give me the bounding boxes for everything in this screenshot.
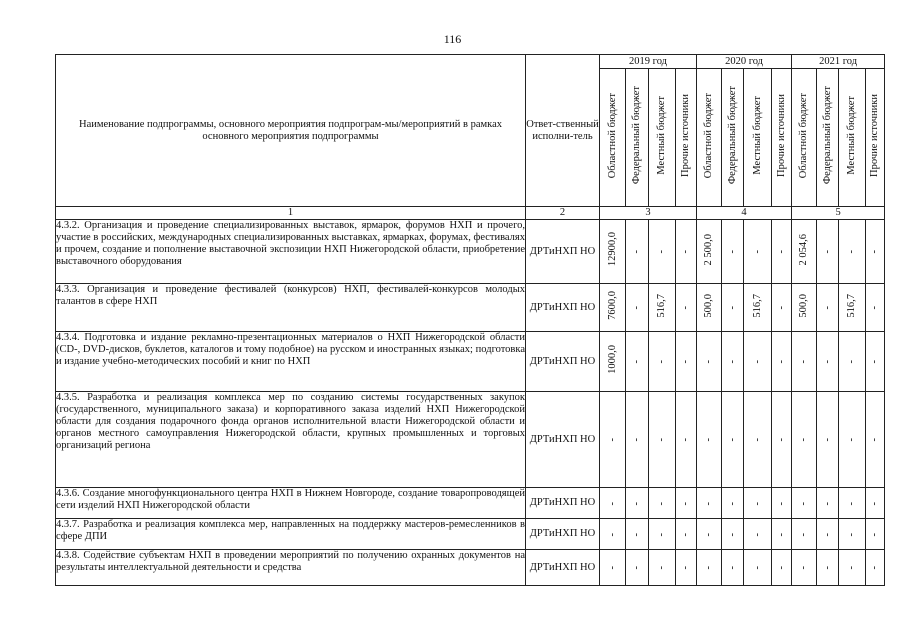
budget-value: 2 054,6: [792, 220, 817, 284]
table-row: [56, 488, 885, 519]
activity-name: 4.3.3. Организация и проведение фестивалей (конкурсов) НХП, фестивалей-конкурсов молодых талантов в сфере НХП: [56, 284, 526, 332]
budget-value: 500,0: [697, 284, 722, 332]
budget-value: -: [792, 392, 817, 488]
budget-value: -: [772, 284, 792, 332]
budget-value: -: [676, 220, 697, 284]
table-row: [56, 220, 885, 284]
budget-value: -: [772, 519, 792, 550]
budget-value: -: [649, 220, 676, 284]
header-federal-budget: Федеральный бюджет: [817, 69, 839, 207]
budget-value: -: [697, 332, 722, 392]
activity-name: 4.3.2. Организация и проведение специализированных выставок, ярмарок, форумов НХП и прочего, участие в российских, международных специализированных выставках, ярмарках, форумах, фестивалях и прочем, создание и пополнение выставочной экспозиции НХП Нижегородской области, приобретение выставочного оборудования: [56, 220, 526, 284]
budget-value: -: [772, 550, 792, 586]
budget-value: 516,7: [649, 284, 676, 332]
responsible-executor: ДРТиНХП НО: [526, 392, 600, 488]
budget-value: -: [649, 392, 676, 488]
budget-value: -: [744, 488, 772, 519]
budget-value: -: [772, 392, 792, 488]
table-row: [56, 284, 885, 332]
budget-table: [55, 54, 885, 586]
budget-value: -: [626, 519, 649, 550]
table-row: [56, 332, 885, 392]
budget-value: -: [839, 220, 866, 284]
header-regional-budget: Областной бюджет: [600, 69, 626, 207]
budget-value: -: [649, 488, 676, 519]
budget-value: -: [600, 392, 626, 488]
header-federal-budget: Федеральный бюджет: [626, 69, 649, 207]
budget-value: 516,7: [744, 284, 772, 332]
budget-value: -: [600, 488, 626, 519]
budget-value: 500,0: [792, 284, 817, 332]
budget-value: -: [722, 284, 744, 332]
header-federal-budget: Федеральный бюджет: [722, 69, 744, 207]
header-other-sources: Прочие источники: [676, 69, 697, 207]
budget-value: -: [772, 488, 792, 519]
budget-value: -: [676, 488, 697, 519]
budget-value: -: [792, 519, 817, 550]
budget-value: -: [676, 332, 697, 392]
budget-value: 2 500,0: [697, 220, 722, 284]
activity-name: 4.3.7. Разработка и реализация комплекса мер, направленных на поддержку мастеров-ремесленников в сфере ДПИ: [56, 519, 526, 550]
budget-value: -: [649, 332, 676, 392]
budget-value: -: [866, 284, 885, 332]
budget-value: -: [817, 220, 839, 284]
budget-value: -: [817, 332, 839, 392]
table-row: [56, 519, 885, 550]
budget-value: -: [866, 550, 885, 586]
budget-value: -: [697, 519, 722, 550]
budget-value: -: [649, 519, 676, 550]
table-row: [56, 392, 885, 488]
budget-value: -: [839, 332, 866, 392]
budget-value: -: [697, 392, 722, 488]
budget-value: -: [792, 550, 817, 586]
header-other-sources: Прочие источники: [772, 69, 792, 207]
budget-value: -: [697, 488, 722, 519]
budget-value: -: [866, 220, 885, 284]
header-responsible: Ответ-ственный исполни-тель: [526, 55, 600, 207]
budget-value: -: [866, 392, 885, 488]
responsible-executor: ДРТиНХП НО: [526, 550, 600, 586]
responsible-executor: ДРТиНХП НО: [526, 488, 600, 519]
budget-value: 7600,0: [600, 284, 626, 332]
page-number: 116: [443, 32, 462, 46]
header-year-2020: 2020 год: [697, 55, 792, 69]
budget-value: -: [744, 550, 772, 586]
header-local-budget: Местный бюджет: [839, 69, 866, 207]
budget-value: -: [676, 519, 697, 550]
activity-name: 4.3.4. Подготовка и издание рекламно-презентационных материалов о НХП Нижегородской области (CD-, DVD-дисков, буклетов, каталогов и тому подобное) на русском и иностранных языках; подготовка и издание учебно-методических пособий и книг по НХП: [56, 332, 526, 392]
budget-value: -: [626, 284, 649, 332]
budget-value: -: [817, 284, 839, 332]
budget-value: -: [839, 392, 866, 488]
budget-value: -: [676, 392, 697, 488]
header-other-sources: Прочие источники: [866, 69, 885, 207]
budget-value: -: [722, 550, 744, 586]
budget-value: -: [744, 332, 772, 392]
budget-value: -: [697, 550, 722, 586]
header-regional-budget: Областной бюджет: [792, 69, 817, 207]
budget-value: -: [744, 392, 772, 488]
budget-value: -: [626, 220, 649, 284]
budget-value: -: [626, 488, 649, 519]
budget-value: 12900,0: [600, 220, 626, 284]
header-year-2021: 2021 год: [792, 55, 885, 69]
activity-name: 4.3.5. Разработка и реализация комплекса мер по созданию системы государственных закупок (государственного, муниципального заказа) и корпоративного заказа изделий НХП Нижегородской области для создания подарочного фонда органов исполнительной власти Нижегородской области и органов местного самоуправления Нижегородской области, крупных промышленных и торговых организаций региона: [56, 392, 526, 488]
column-number-row: [56, 207, 885, 220]
budget-value: -: [866, 332, 885, 392]
budget-value: -: [866, 488, 885, 519]
budget-value: -: [722, 392, 744, 488]
column-number: 3: [600, 207, 697, 220]
budget-value: -: [626, 332, 649, 392]
budget-value: -: [817, 488, 839, 519]
budget-value: -: [744, 220, 772, 284]
header-name: Наименование подпрограммы, основного мероприятия подпрограм-мы/мероприятий в рамках основного мероприятия подпрограммы: [56, 55, 526, 207]
budget-value: -: [817, 550, 839, 586]
budget-value: -: [649, 550, 676, 586]
budget-value: -: [817, 392, 839, 488]
budget-value: -: [722, 519, 744, 550]
budget-value: -: [722, 488, 744, 519]
header-row-years: [56, 55, 885, 69]
budget-value: -: [792, 488, 817, 519]
header-local-budget: Местный бюджет: [649, 69, 676, 207]
budget-value: -: [839, 550, 866, 586]
header-regional-budget: Областной бюджет: [697, 69, 722, 207]
responsible-executor: ДРТиНХП НО: [526, 284, 600, 332]
responsible-executor: ДРТиНХП НО: [526, 332, 600, 392]
column-number: 1: [56, 207, 526, 220]
budget-value: -: [676, 284, 697, 332]
budget-value: -: [626, 392, 649, 488]
table-row: [56, 550, 885, 586]
table-body: [56, 220, 885, 586]
budget-value: -: [839, 519, 866, 550]
column-number: 2: [526, 207, 600, 220]
column-number: 4: [697, 207, 792, 220]
budget-value: -: [676, 550, 697, 586]
budget-value: -: [722, 332, 744, 392]
budget-value: -: [839, 488, 866, 519]
budget-value: 1000,0: [600, 332, 626, 392]
activity-name: 4.3.6. Создание многофункционального центра НХП в Нижнем Новгороде, создание товаропроводящей сети изделий НХП Нижегородской области: [56, 488, 526, 519]
budget-value: -: [626, 550, 649, 586]
budget-value: -: [600, 519, 626, 550]
responsible-executor: ДРТиНХП НО: [526, 519, 600, 550]
column-number: 5: [792, 207, 885, 220]
header-year-2019: 2019 год: [600, 55, 697, 69]
budget-value: -: [817, 519, 839, 550]
budget-value: -: [722, 220, 744, 284]
budget-value: -: [792, 332, 817, 392]
header-local-budget: Местный бюджет: [744, 69, 772, 207]
budget-value: -: [772, 332, 792, 392]
budget-value: -: [744, 519, 772, 550]
responsible-executor: ДРТиНХП НО: [526, 220, 600, 284]
budget-value: -: [772, 220, 792, 284]
budget-value: 516,7: [839, 284, 866, 332]
activity-name: 4.3.8. Содействие субъектам НХП в проведении мероприятий по получению охранных документов на результаты интеллектуальной деятельности и средства: [56, 550, 526, 586]
budget-value: -: [866, 519, 885, 550]
budget-value: -: [600, 550, 626, 586]
